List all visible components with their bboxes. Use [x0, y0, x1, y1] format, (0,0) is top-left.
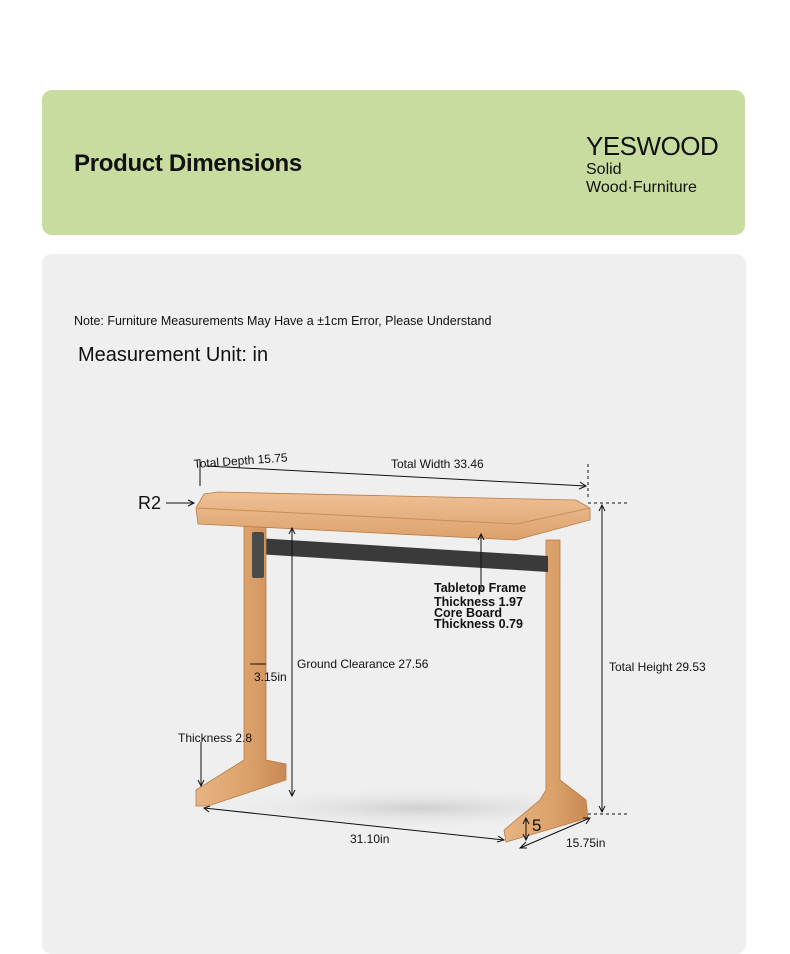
- core-board-label: Core Board: [434, 606, 503, 620]
- stretcher-bar: [256, 538, 548, 572]
- base-height-label: 5: [532, 816, 542, 835]
- ground-clearance-label: Ground Clearance 27.56: [297, 657, 429, 671]
- total-width-label: Total Width 33.46: [391, 457, 484, 471]
- total-depth-label: Total Depth 15.75: [193, 450, 289, 471]
- base-length-label: 31.10in: [350, 832, 390, 846]
- leg-width-label: 3.15in: [254, 670, 287, 684]
- left-leg: [196, 524, 286, 806]
- page-title: Product Dimensions: [74, 150, 302, 177]
- leg-bracket: [252, 532, 264, 578]
- leg-thickness-label: Thickness 2.8: [178, 731, 253, 745]
- base-depth-label: 15.75in: [566, 836, 606, 850]
- tabletop-frame-label: Tabletop Frame: [434, 581, 527, 595]
- brand-tagline-2: Wood·Furniture: [586, 179, 697, 196]
- radius-label: R2: [138, 493, 162, 513]
- tabletop-thickness-label: Thickness 1.97: [434, 595, 523, 609]
- core-thickness-label: Thickness 0.79: [434, 617, 523, 631]
- brand-name: YESWOOD: [586, 131, 719, 161]
- brand-tagline-1: Solid: [586, 161, 622, 178]
- total-height-label: Total Height 29.53: [609, 660, 706, 674]
- measurement-note: Note: Furniture Measurements May Have a ±1cm Error, Please Understand: [74, 314, 492, 328]
- measurement-unit: Measurement Unit: in: [78, 344, 269, 366]
